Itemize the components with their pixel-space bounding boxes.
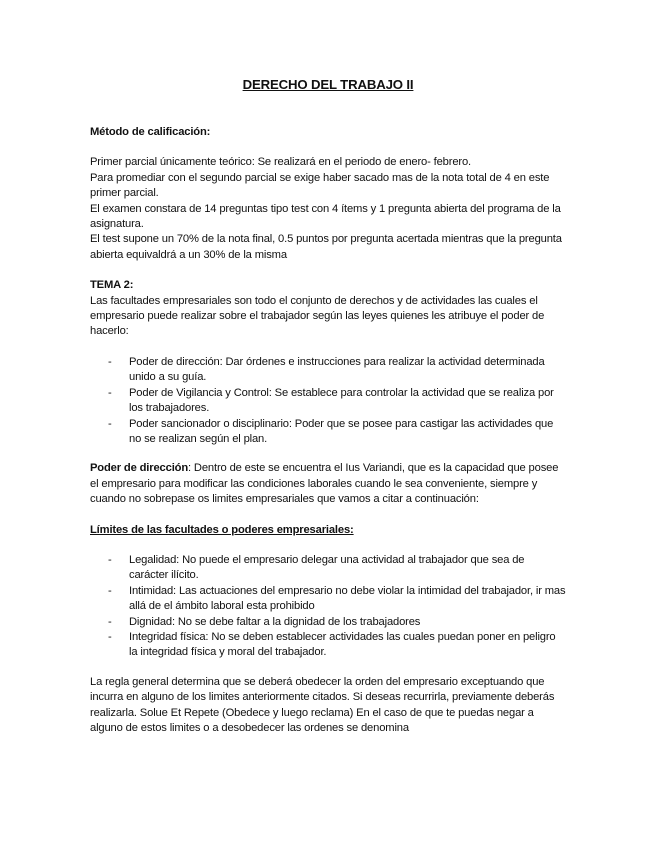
- list-item: [90, 615, 566, 630]
- regla-general-paragraph: La regla general determina que se deberá obedecer la orden del empresario exceptuando que incurra en alguno de los limites anteriormente citados. Si deseas recurrirla, previamente deberás realizarla. Solue Et Repete (Obedece y luego reclama) En el caso de que te puedas negar a alguno de estos limites o a desobedecer las ordenes se denomina: [90, 675, 555, 734]
- metodo-line: El test supone un 70% de la nota final, 0.5 puntos por pregunta acertada mientras que la pregunta abierta equivaldrá a un 30% de la misma: [90, 233, 562, 261]
- metodo-line: Primer parcial únicamente teórico: Se realizará en el periodo de enero- febrero.: [90, 156, 472, 169]
- dash-bullet: -: [108, 553, 112, 566]
- list-item: [90, 355, 566, 386]
- spacer: [90, 661, 566, 675]
- dash-bullet: -: [108, 386, 112, 399]
- spacer: [90, 140, 566, 155]
- list-item: [90, 630, 566, 661]
- list-item-text: Dignidad: No se debe faltar a la dignidad de los trabajadores: [129, 615, 421, 628]
- document-title: DERECHO DEL TRABAJO II: [242, 77, 414, 92]
- document-body: [90, 76, 566, 736]
- list-item-text: Poder de dirección: Dar órdenes e instrucciones para realizar la actividad determinada unido a su guía.: [129, 355, 545, 384]
- spacer: [90, 340, 566, 355]
- tema2-intro: Las facultades empresariales son todo el conjunto de derechos y de actividades las cuales el empresario puede realizar sobre el trabajador según las leyes quienes les atribuye el poder de hacerlo:: [90, 294, 545, 338]
- spacer: [90, 263, 566, 278]
- poderes-list: [90, 355, 566, 447]
- spacer: [90, 447, 566, 461]
- list-item-text: Integridad física: No se deben establecer actividades las cuales puedan poner en peligro la integridad física y moral del trabajador.: [129, 630, 556, 659]
- dash-bullet: -: [108, 355, 112, 368]
- dash-bullet: -: [108, 417, 112, 430]
- poder-direccion-text: : Dentro de este se encuentra el Ius Variandi, que es la capacidad que posee el empresario para modificar las condiciones laborales cuando le sea conveniente, siempre y cuando no sobrepase os limites empresariales que vamos a citar a continuación:: [90, 462, 559, 506]
- spacer: [90, 538, 566, 553]
- limites-heading: Límites de las facultades o poderes empresariales:: [90, 523, 354, 536]
- list-item-text: Legalidad: No puede el empresario delegar una actividad al trabajador que sea de carácter ilícito.: [129, 553, 525, 582]
- list-item: [90, 584, 566, 615]
- tema2-heading: TEMA 2:: [90, 279, 134, 292]
- metodo-line: El examen constara de 14 preguntas tipo test con 4 ítems y 1 pregunta abierta del programa de la asignatura.: [90, 202, 561, 231]
- poder-direccion-paragraph: [90, 461, 566, 507]
- list-item-text: Poder sancionador o disciplinario: Poder que se posee para castigar las actividades que no se realizan según el plan.: [129, 417, 554, 445]
- poder-direccion-label: Poder de dirección: [90, 462, 189, 475]
- list-item: [90, 417, 566, 448]
- dash-bullet: -: [108, 615, 112, 628]
- list-item: [90, 386, 566, 417]
- list-item: [90, 553, 566, 584]
- list-item-text: Intimidad: Las actuaciones del empresario no debe violar la intimidad del trabajador, ir mas allá de el ámbito laboral esta prohibido: [129, 584, 566, 613]
- limites-list: [90, 553, 566, 661]
- dash-bullet: -: [108, 630, 112, 643]
- spacer: [90, 508, 566, 523]
- dash-bullet: -: [108, 584, 112, 597]
- metodo-heading: Método de calificación:: [90, 126, 211, 138]
- list-item-text: Poder de Vigilancia y Control: Se establece para controlar la actividad que se realiza por los trabajadores.: [129, 386, 554, 415]
- metodo-line: Para promediar con el segundo parcial se exige haber sacado mas de la nota total de 4 en este primer parcial.: [90, 171, 550, 200]
